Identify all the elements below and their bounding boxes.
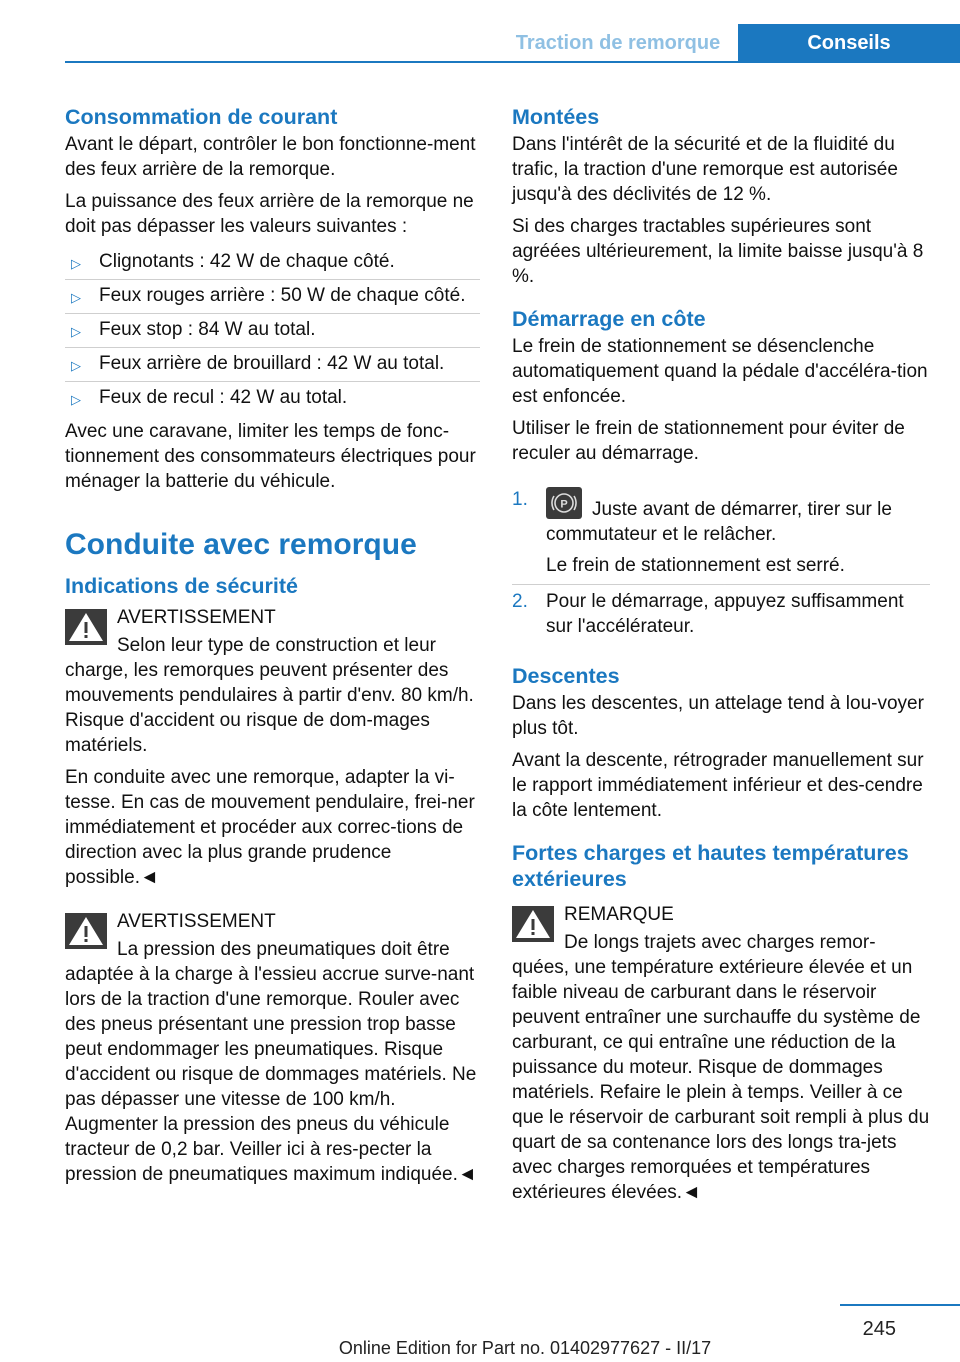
list-item: [65, 348, 480, 382]
warning-icon: [65, 609, 107, 645]
step-text: Pour le démarrage, appuyez suffisamment sur l'accélérateur.: [546, 591, 904, 637]
list-item-text: Feux stop : 84 W au total.: [99, 319, 316, 340]
climbs-paragraph: Si des charges tractables supérieures sont agréées ultérieurement, la limite baisse jusqu'à 8 %.: [512, 216, 924, 287]
warning-title: AVERTISSEMENT: [117, 911, 276, 932]
notice-text: De longs trajets avec charges remor-quées, une température extérieure élevée et un faible niveau de carburant dans le réservoir peuvent entraîner une surchauffe du système de carburant, ce qui entraîne une réduction de la puissance du moteur. Risque de dommages matériels. Refaire le plein à temps. Veiller à ce que le réservoir de carburant soit rempli à plus du quart de sa contenance lors des longs tra-jets avec charges remorquées et températures extérieures élevées.◄: [512, 932, 930, 1203]
warning-block: [65, 907, 480, 1187]
hill-start-steps: [512, 483, 930, 645]
header-rule: [65, 61, 960, 63]
descents-paragraph: Dans les descentes, un attelage tend à lou-voyer plus tôt.: [512, 693, 924, 739]
warning-text: La pression des pneumatiques doit être adaptée à la charge à l'essieu accrue surve-nant lors de la traction d'une remorque. Rouler avec des pneus présentant une pression trop basse peut endommager les pneumatiques. Risque d'accident ou risque de dommages matériels. Ne pas dépasser une vitesse de 100 km/h. Augmenter la pression des pneus du véhicule tracteur de 0,2 bar. Veiller ici à res-pecter la pression de pneumatiques maximum indiquée.◄: [65, 939, 477, 1185]
section-heading: Conduite avec remorque: [65, 528, 417, 561]
descents-paragraph: Avant la descente, rétrograder manuellement sur le rapport immédiatement inférieur et des-cendre la côte lentement.: [512, 750, 924, 821]
consumption-paragraph: La puissance des feux arrière de la remorque ne doit pas dépasser les valeurs suivantes :: [65, 191, 474, 237]
triangle-bullet-icon: ▷: [71, 358, 81, 373]
right-column: [512, 104, 930, 1212]
hill-start-heading: Démarrage en côte: [512, 307, 706, 331]
warning-text: En conduite avec une remorque, adapter la vi-tesse. En cas de mouvement pendulaire, frei-ner immédiatement et procéder aux correc-tions de direction avec la plus grande prudence possible.◄: [65, 767, 475, 888]
notice-title: REMARQUE: [564, 904, 674, 925]
list-item-text: Clignotants : 42 W de chaque côté.: [99, 251, 395, 272]
warning-text: Selon leur type de construction et leur charge, les remorques peuvent présenter des mouvements pendulaires à partir d'env. 80 km/h. Risque d'accident ou risque de dom-mages matériels.: [65, 635, 474, 756]
chapter-tab: Traction de remorque: [515, 31, 721, 54]
safety-heading: Indications de sécurité: [65, 574, 298, 598]
section-tab: Conseils: [738, 24, 960, 62]
list-item: [65, 382, 480, 415]
step-number: 1.: [512, 489, 528, 510]
notice-block: [512, 900, 930, 1205]
lamp-power-list: [65, 246, 480, 415]
list-item: [65, 280, 480, 314]
notice-icon: [512, 906, 554, 942]
step-text: Juste avant de démarrer, tirer sur le commutateur et le relâcher.: [546, 499, 892, 545]
list-item: [65, 246, 480, 280]
svg-text:P: P: [560, 498, 568, 511]
list-item-text: Feux de recul : 42 W au total.: [99, 387, 348, 408]
footer-rule: [840, 1304, 960, 1306]
page-number: 245: [862, 1318, 896, 1340]
left-column: [65, 104, 480, 1194]
climbs-paragraph: Dans l'intérêt de la sécurité et de la fluidité du trafic, la traction d'une remorque est autorisée jusqu'à des déclivités de 12 %.: [512, 134, 898, 205]
warning-icon: [65, 913, 107, 949]
step-number: 2.: [512, 591, 528, 612]
list-item-text: Feux rouges arrière : 50 W de chaque côté.: [99, 285, 466, 306]
list-item-text: Feux arrière de brouillard : 42 W au total.: [99, 353, 445, 374]
step-note: Le frein de stationnement est serré.: [546, 555, 845, 576]
warning-block: [65, 603, 480, 890]
hill-start-paragraph: Utiliser le frein de stationnement pour éviter de reculer au démarrage.: [512, 418, 905, 464]
triangle-bullet-icon: ▷: [71, 290, 81, 305]
climbs-heading: Montées: [512, 105, 600, 129]
step-item: [512, 483, 930, 585]
descents-heading: Descentes: [512, 664, 620, 688]
heavy-loads-heading: Fortes charges et hautes températures extérieures: [512, 841, 909, 891]
triangle-bullet-icon: ▷: [71, 256, 81, 271]
edition-footer: Online Edition for Part no. 01402977627 - II/17: [338, 1338, 712, 1358]
triangle-bullet-icon: ▷: [71, 392, 81, 407]
triangle-bullet-icon: ▷: [71, 324, 81, 339]
consumption-paragraph: Avec une caravane, limiter les temps de fonc-tionnement des consommateurs électriques pour ménager la batterie du véhicule.: [65, 421, 476, 492]
parking-brake-icon: [546, 487, 582, 519]
hill-start-paragraph: Le frein de stationnement se désenclenche automatiquement quand la pédale d'accéléra-tion est enfoncée.: [512, 336, 928, 407]
consumption-heading: Consommation de courant: [65, 105, 338, 129]
warning-title: AVERTISSEMENT: [117, 607, 276, 628]
step-item: [512, 585, 930, 645]
consumption-paragraph: Avant le départ, contrôler le bon fonctionne-ment des feux arrière de la remorque.: [65, 134, 476, 180]
list-item: [65, 314, 480, 348]
